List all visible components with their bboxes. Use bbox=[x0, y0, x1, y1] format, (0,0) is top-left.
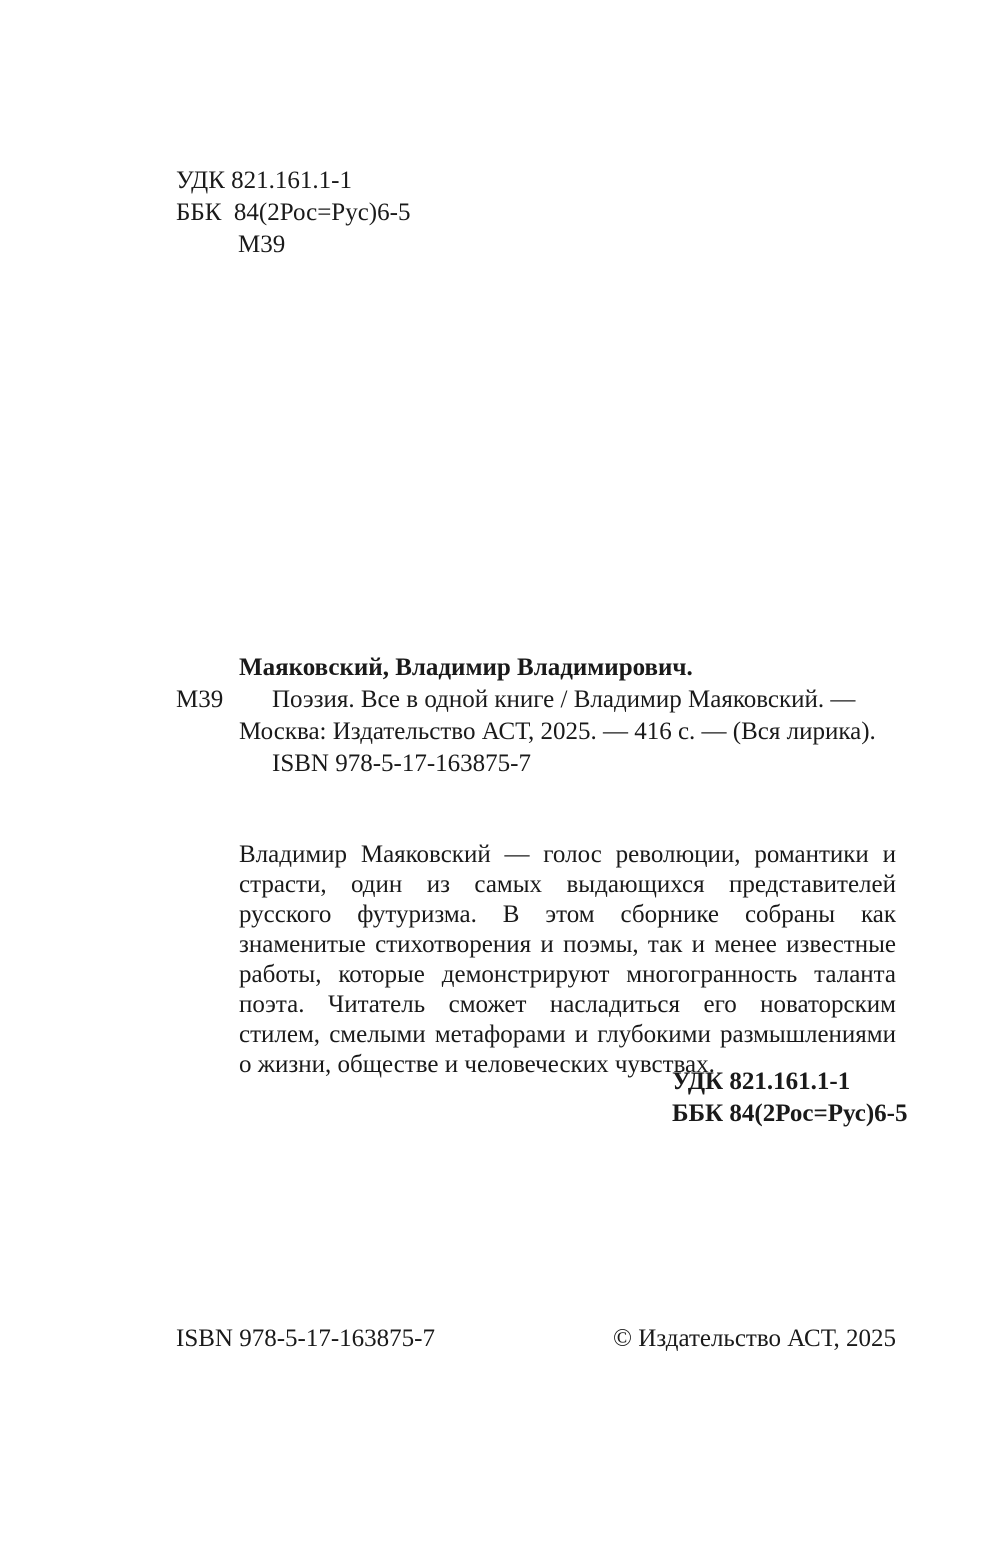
record-imprint-line: Москва: Издательство АСТ, 2025. — 416 с. — (Вся лирика). bbox=[239, 718, 876, 745]
annotation-text: Владимир Маяковский — голос революции, романтики и страсти, один из самых выдающихся представителей русского футуризма. В этом сборнике собраны как знаменитые стихотворения и поэмы, так и менее известные работы, которые демонстрируют многогранность таланта поэта. Читатель сможет насладиться его новаторским стилем, смелыми метафорами и глубокими размышлениями о жизни, обществе и человеческих чувствах. bbox=[239, 841, 896, 1078]
index-udk: УДК 821.161.1-1 bbox=[672, 1068, 851, 1095]
top-udk-code: УДК 821.161.1-1 bbox=[176, 167, 352, 194]
record-author: Маяковский, Владимир Владимирович. bbox=[239, 654, 693, 681]
record-isbn: ISBN 978-5-17-163875-7 bbox=[272, 750, 532, 777]
top-bbk-code: ББК 84(2Рос=Рус)6-5 bbox=[176, 199, 411, 226]
index-bbk: ББК 84(2Рос=Рус)6-5 bbox=[672, 1100, 908, 1127]
record-author-code: М39 bbox=[176, 686, 224, 713]
footer-isbn: ISBN 978-5-17-163875-7 bbox=[176, 1325, 436, 1352]
footer-copyright: © Издательство АСТ, 2025 bbox=[613, 1325, 896, 1352]
top-author-code: М39 bbox=[238, 231, 286, 258]
record-title-line: Поэзия. Все в одной книге / Владимир Маяковский. — bbox=[272, 686, 856, 713]
